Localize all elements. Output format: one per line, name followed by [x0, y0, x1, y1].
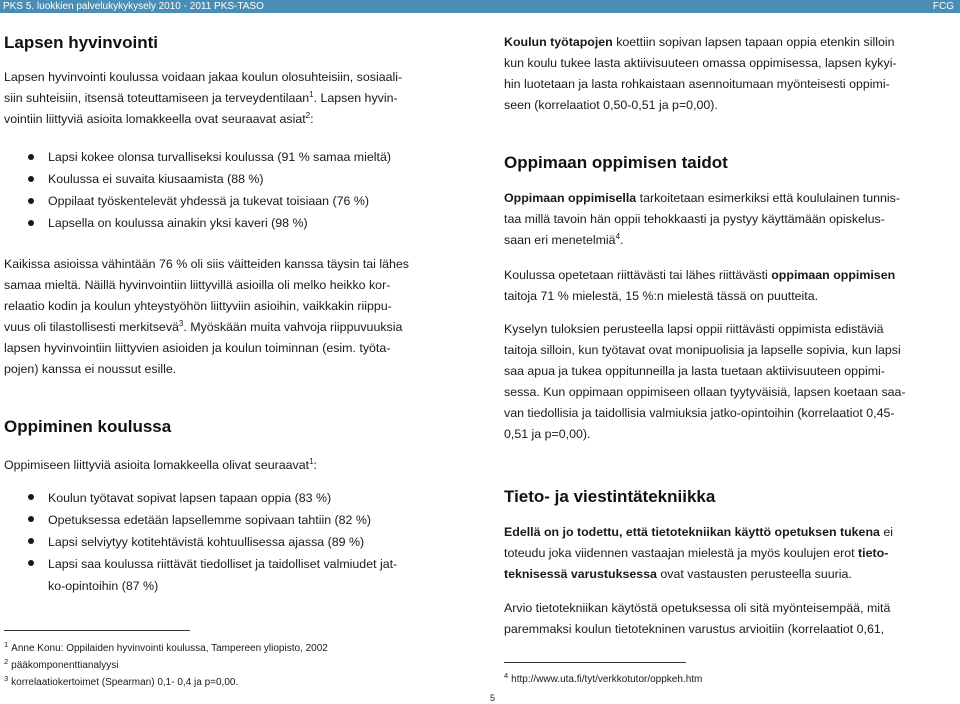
header-bar: [0, 0, 960, 13]
learning-to-learn-definition: Oppimaan oppimisella tarkoitetaan esimerkiksi että koululainen tunnis- taa millä tavoin hän oppii tehokkaasti ja pystyy käyttämään opiskelus- saan eri menetelmiä$^4$.: [504, 191, 900, 247]
list-item: Lapsi selviytyy kotitehtävistä kohtuullisessa ajassa (89 %): [4, 531, 474, 553]
section-title-learning-to-learn: Oppimaan oppimisen taidot: [504, 153, 728, 172]
list-item: Koulussa ei suvaita kiusaamista (88 %): [4, 169, 474, 189]
wellbeing-summary: Kaikissa asioissa vähintään 76 % oli siis väitteiden kanssa täysin tai lähes samaa mieltä. Näillä hyvinvointiin liittyvillä asioilla oli melko heikko kor- relaatio kodin ja koulun yhteystyöhön liittyviin asioihin, vaikkakin riippu- vuus oli tilastollisesti merkitsevä$^3$. Myöskään muita vahvoja riippuvuuksia lapsen hyvinvointiin liittyvien asioiden ja koulun toiminnan (esim. työta- pojen) kanssa ei noussut esille.: [4, 257, 409, 376]
page-number: 5: [490, 693, 496, 703]
list-item: Opetuksessa edetään lapsellemme sopivaan tahtiin (82 %): [4, 509, 474, 531]
header-right-text: FCG: [932, 1, 954, 12]
wellbeing-bullet-list: [4, 147, 474, 233]
list-item: Lapsi kokee olonsa turvalliseksi koulussa (91 % samaa mieltä): [4, 147, 474, 167]
bullet-icon: [28, 154, 34, 160]
wellbeing-intro: Lapsen hyvinvointi koulussa voidaan jakaa koulun olosuhteisiin, sosiaali- siin suhteisiin, itsensä toteuttamiseen ja terveydentilaan$^1$. Lapsen hyvin- vointiin liittyviä asioita lomakkeella ovat seuraavat asiat$^2$:: [4, 70, 403, 126]
learning-to-learn-result: Koulussa opetetaan riittävästi tai lähes riittävästi oppimaan oppimisen taitoja 71 % mielestä, 15 %:n mielestä tässä on puutteita.: [504, 268, 896, 303]
footnote-2: $^2$ pääkomponenttianalyysi: [4, 657, 119, 671]
list-item: Koulun työtavat sopivat lapsen tapaan oppia (83 %): [4, 487, 474, 509]
bullet-icon: [28, 494, 34, 500]
bullet-icon: [28, 538, 34, 544]
work-methods-paragraph: Koulun työtapojen koettiin sopivan lapsen tapaan oppia etenkin silloin kun koulu tukee lasta aktiivisuuteen omassa oppimisessa, lapsen kykyi- hin luotetaan ja lasta rohkaistaan asennoitumaan myönteisesti oppimi- seen (korrelaatiot 0,50-0,51 ja p=0,00).: [504, 35, 897, 112]
list-item: Oppilaat työskentelevät yhdessä ja tukevat toisiaan (76 %): [4, 191, 474, 211]
bullet-icon: [28, 198, 34, 204]
list-item: Lapsi saa koulussa riittävät tiedolliset ja taidolliset valmiudet jat- ko-opintoihin (87 %): [4, 553, 474, 597]
bullet-icon: [28, 560, 34, 566]
learning-bullet-list: [4, 487, 474, 597]
ict-paragraph: Edellä on jo todettu, että tietotekniikan käyttö opetuksen tukena ei toteudu joka viidennen vastaajan mielestä ja myös koulujen erot tieto- teknisessä varustuksessa ovat vastausten perusteella suuria.: [504, 525, 893, 581]
bullet-icon: [28, 516, 34, 522]
bullet-icon: [28, 176, 34, 182]
footnote-1: $^1$ Anne Konu: Oppilaiden hyvinvointi koulussa, Tampereen yliopisto, 2002: [4, 640, 328, 654]
footnote-divider: [4, 630, 190, 631]
learning-to-learn-analysis: Kyselyn tuloksien perusteella lapsi oppii riittävästi oppimista edistäviä taitoja silloin, kun työtavat ovat monipuolisia ja lapselle sopivia, kun lapsi saa apua ja tukea oppitunneilla ja lasta tuetaan aktiivisuuteen oppimi- sessa. Kun oppimaan oppimiseen ollaan tyytyväisiä, lapsen koetaan saa- van tiedollisia ja taidollisia valmiuksia jatko-opintoihin (korrelaatiot 0,45- 0,51 ja p=0,00).: [504, 322, 906, 441]
footnote-3: $^3$ korrelaatiokertoimet (Spearman) 0,1- 0,4 ja p=0,00.: [4, 674, 239, 688]
ict-correlation-paragraph: Arvio tietotekniikan käytöstä opetuksessa oli sitä myönteisempää, mitä paremmaksi koulun tietotekninen varustus arvioitiin (korrelaatiot 0,61,: [504, 601, 891, 636]
header-left-text: PKS 5. luokkien palvelukykykysely 2010 - 2011 PKS-TASO: [3, 1, 264, 12]
footnote-divider-right: [504, 662, 686, 663]
bullet-icon: [28, 220, 34, 226]
learning-intro: Oppimiseen liittyviä asioita lomakkeella olivat seuraavat$^1$:: [4, 456, 317, 472]
section-title-learning: Oppiminen koulussa: [4, 417, 172, 436]
footnote-4: $^4$ http://www.uta.fi/tyt/verkkotutor/oppkeh.htm: [504, 671, 703, 685]
section-title-ict: Tieto- ja viestintätekniikka: [504, 487, 716, 506]
list-item: Lapsella on koulussa ainakin yksi kaveri (98 %): [4, 213, 474, 233]
section-title-wellbeing: Lapsen hyvinvointi: [4, 33, 158, 52]
